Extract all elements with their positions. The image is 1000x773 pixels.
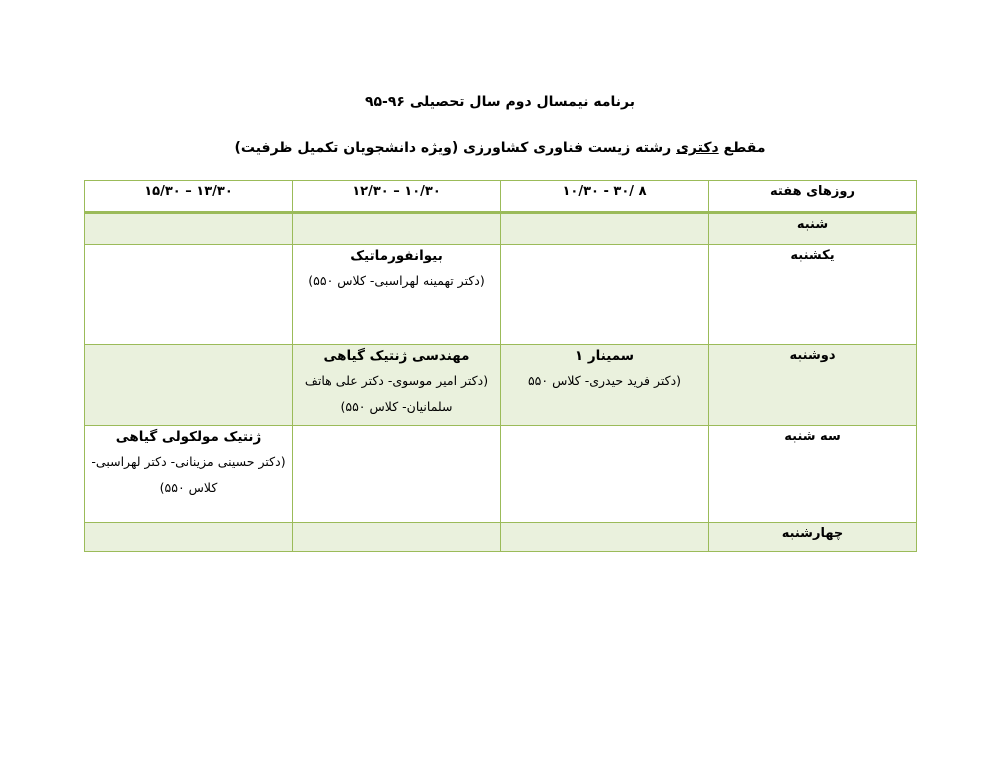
cell-course [501,345,709,426]
table-row [85,523,917,552]
course-title: ژنتیک مولکولی گیاهی [115,429,262,445]
cell-empty [501,426,709,523]
header-slot1: ۸ /۳۰ - ۱۰/۳۰ [501,181,709,213]
table-row [85,245,917,345]
course-detail: (دکتر امیر موسوی- دکتر علی هاتف سلمانیان- کلاس ۵۵۰) [304,373,489,414]
page-title: برنامه نیمسال دوم سال تحصیلی ۹۶-۹۵ [364,94,636,110]
day-wednesday: چهارشنبه [709,523,917,552]
header-days: روزهای هفته [709,181,917,213]
cell-empty [293,523,501,552]
cell-empty [85,345,293,426]
cell-course [293,345,501,426]
cell-course [293,245,501,345]
course-title: مهندسی ژنتیک گیاهی [323,348,470,364]
cell-empty [293,426,501,523]
subtitle-prefix: مقطع [718,140,766,156]
day-sunday: یکشنبه [709,245,917,345]
cell-empty [501,523,709,552]
cell-course [85,426,293,523]
cell-empty [85,523,293,552]
day-tuesday: سه شنبه [709,426,917,523]
table-row [85,345,917,426]
course-title: سمینار ۱ [574,348,635,364]
header-row [85,181,917,213]
day-monday: دوشنبه [709,345,917,426]
day-saturday: شنبه [709,213,917,245]
cell-empty [501,213,709,245]
schedule-table [84,180,917,552]
course-detail: (دکتر تهمینه لهراسبی- کلاس ۵۵۰) [308,273,485,288]
cell-empty [293,213,501,245]
course-title: بیوانفورماتیک [350,248,443,264]
course-detail: (دکتر فرید حیدری- کلاس ۵۵۰ [527,373,682,388]
subtitle-degree: دکتری [676,140,719,156]
header-slot3: ۱۳/۳۰ – ۱۵/۳۰ [85,181,293,213]
course-detail: (دکتر حسینی مزینانی- دکتر لهراسبی- کلاس ۵۵۰) [91,454,286,495]
table-row [85,213,917,245]
subtitle-rest: رشته زیست فناوری کشاورزی (ویژه دانشجویان تکمیل ظرفیت) [234,140,677,156]
page-subtitle [0,140,1000,156]
cell-empty [85,245,293,345]
table-row [85,426,917,523]
cell-empty [501,245,709,345]
header-slot2: ۱۰/۳۰ – ۱۲/۳۰ [293,181,501,213]
cell-empty [85,213,293,245]
